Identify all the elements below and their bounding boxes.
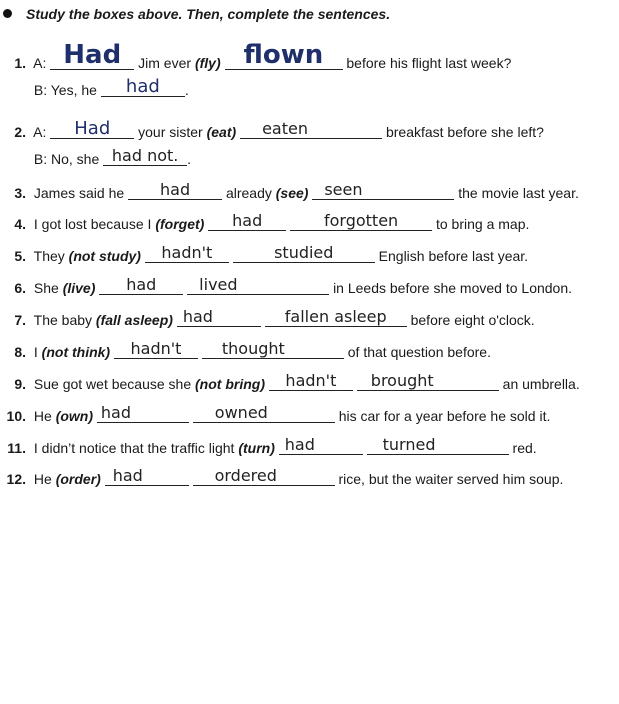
answer-blank[interactable] bbox=[177, 307, 261, 327]
answer-blank[interactable] bbox=[357, 371, 499, 391]
verb-prompt: (not study) bbox=[68, 248, 141, 264]
answer-text: had bbox=[125, 76, 160, 97]
answer-blank[interactable] bbox=[233, 243, 375, 263]
answer-blank[interactable] bbox=[105, 466, 189, 486]
answer-blank[interactable] bbox=[208, 211, 286, 231]
answer-text: hadn't bbox=[130, 339, 182, 358]
sentence-text: to bring a map. bbox=[435, 216, 530, 232]
sentence-text: before eight o'clock. bbox=[410, 312, 535, 328]
sentence-text: in Leeds before she moved to London. bbox=[333, 280, 573, 296]
answer-text: had bbox=[160, 180, 191, 199]
answer-blank[interactable] bbox=[193, 403, 335, 423]
verb-prompt: (live) bbox=[62, 280, 96, 296]
answer-blank[interactable] bbox=[202, 339, 344, 359]
item-number: 7. bbox=[14, 312, 26, 328]
sentence-text: an umbrella. bbox=[502, 376, 580, 392]
answer-text: had bbox=[112, 466, 143, 485]
item-12 bbox=[0, 466, 564, 489]
answer-blank[interactable] bbox=[312, 180, 454, 200]
answer-text: thought bbox=[221, 339, 285, 358]
item-number: 5. bbox=[14, 248, 26, 264]
answer-blank[interactable] bbox=[145, 243, 229, 263]
item-10 bbox=[0, 403, 551, 426]
answer-text: brought bbox=[370, 371, 434, 390]
sentence-text: of that question before. bbox=[347, 344, 491, 360]
sentence-text: his car for a year before he sold it. bbox=[338, 408, 551, 424]
answer-text: Had bbox=[74, 118, 111, 139]
answer-text: Had bbox=[63, 40, 122, 70]
item-number: 1. bbox=[14, 55, 26, 71]
item-number: 4. bbox=[14, 216, 26, 232]
verb-prompt: (not think) bbox=[41, 344, 111, 360]
sentence-text: He bbox=[33, 408, 52, 424]
item-number: 8. bbox=[14, 344, 26, 360]
sentence-end: . bbox=[184, 82, 189, 98]
answer-blank[interactable] bbox=[99, 275, 183, 295]
item-number: 11. bbox=[7, 440, 26, 456]
sentence-end: . bbox=[187, 151, 192, 167]
answer-text: ordered bbox=[214, 466, 277, 485]
answer-blank[interactable] bbox=[367, 435, 509, 455]
item-number: 3. bbox=[14, 185, 26, 201]
instructions bbox=[0, 6, 390, 22]
sentence-text: Sue got wet because she bbox=[33, 376, 192, 392]
answer-text: had bbox=[182, 307, 213, 326]
bullet-icon bbox=[3, 9, 12, 18]
verb-prompt: (see) bbox=[275, 185, 309, 201]
answer-text: owned bbox=[214, 403, 268, 422]
sentence-text: He bbox=[33, 471, 52, 487]
answer-blank[interactable] bbox=[279, 435, 363, 455]
speaker-a-label: A: bbox=[33, 124, 47, 140]
answer-blank[interactable] bbox=[50, 40, 134, 70]
answer-text: had bbox=[126, 275, 157, 294]
sentence-text: English before last year. bbox=[378, 248, 529, 264]
speaker-b-label: B: Yes, he bbox=[33, 82, 97, 98]
answer-text: hadn't bbox=[285, 371, 337, 390]
sentence-text: your sister bbox=[138, 124, 203, 140]
item-number: 10. bbox=[6, 408, 26, 424]
sentence-text: breakfast before she left? bbox=[385, 124, 544, 140]
answer-text: flown bbox=[243, 40, 324, 70]
sentence-text: They bbox=[33, 248, 65, 264]
item-8 bbox=[0, 339, 491, 362]
answer-blank[interactable] bbox=[103, 146, 187, 166]
verb-prompt: (order) bbox=[55, 471, 101, 487]
answer-text: had bbox=[284, 435, 315, 454]
sentence-text: I got lost because I bbox=[33, 216, 152, 232]
sentence-text: James said he bbox=[33, 185, 125, 201]
item-number: 2. bbox=[14, 124, 26, 140]
sentence-text: the movie last year. bbox=[458, 185, 579, 201]
verb-prompt: (not bring) bbox=[195, 376, 265, 392]
item-1-line-b bbox=[0, 76, 189, 100]
sentence-text: rice, but the waiter served him soup. bbox=[338, 471, 564, 487]
item-number: 9. bbox=[14, 376, 26, 392]
answer-blank[interactable] bbox=[225, 40, 343, 70]
sentence-text: before his flight last week? bbox=[346, 55, 512, 71]
item-6 bbox=[0, 275, 573, 298]
verb-prompt: (own) bbox=[55, 408, 94, 424]
speaker-a-label: A: bbox=[33, 55, 47, 71]
sentence-text: I bbox=[33, 344, 38, 360]
verb-prompt: (eat) bbox=[206, 124, 237, 140]
answer-blank[interactable] bbox=[128, 180, 222, 200]
verb-prompt: (forget) bbox=[155, 216, 205, 232]
item-5 bbox=[0, 243, 529, 266]
answer-text: turned bbox=[382, 435, 436, 454]
answer-blank[interactable] bbox=[265, 307, 407, 327]
sentence-text: The baby bbox=[33, 312, 93, 328]
answer-text: had bbox=[100, 403, 132, 422]
item-number: 12. bbox=[6, 471, 26, 487]
item-2-line-a bbox=[0, 118, 544, 142]
item-11 bbox=[0, 435, 537, 458]
sentence-text: red. bbox=[512, 440, 537, 456]
answer-text: had not. bbox=[111, 146, 179, 165]
answer-text: eaten bbox=[262, 119, 308, 138]
answer-blank[interactable] bbox=[97, 403, 189, 423]
answer-blank[interactable] bbox=[50, 118, 134, 139]
item-1-line-a bbox=[0, 40, 512, 73]
answer-text: hadn't bbox=[161, 243, 213, 262]
item-3 bbox=[0, 180, 579, 203]
answer-blank[interactable] bbox=[290, 211, 432, 231]
item-number: 6. bbox=[14, 280, 26, 296]
answer-blank[interactable] bbox=[101, 76, 185, 97]
answer-text: fallen asleep bbox=[284, 307, 387, 326]
answer-blank[interactable] bbox=[193, 466, 335, 486]
verb-prompt: (turn) bbox=[238, 440, 275, 456]
item-9 bbox=[0, 371, 580, 394]
sentence-text: Jim ever bbox=[138, 55, 192, 71]
answer-text: lived bbox=[199, 275, 238, 294]
instructions-text: Study the boxes above. Then, complete the sentences. bbox=[26, 6, 391, 22]
answer-text: had bbox=[232, 211, 263, 230]
answer-blank[interactable] bbox=[269, 371, 353, 391]
answer-blank[interactable] bbox=[187, 275, 329, 295]
speaker-b-label: B: No, she bbox=[33, 151, 100, 167]
answer-text: studied bbox=[274, 243, 334, 262]
verb-prompt: (fall asleep) bbox=[95, 312, 173, 328]
sentence-text: I didn’t notice that the traffic light bbox=[33, 440, 235, 456]
answer-blank[interactable] bbox=[114, 339, 198, 359]
sentence-text: already bbox=[225, 185, 272, 201]
item-2-line-b bbox=[0, 146, 192, 169]
answer-text: forgotten bbox=[323, 211, 399, 230]
item-7 bbox=[0, 307, 535, 330]
item-4 bbox=[0, 211, 530, 234]
verb-prompt: (fly) bbox=[194, 55, 221, 71]
answer-blank[interactable] bbox=[240, 119, 382, 139]
answer-text: seen bbox=[324, 180, 363, 199]
sentence-text: She bbox=[33, 280, 59, 296]
